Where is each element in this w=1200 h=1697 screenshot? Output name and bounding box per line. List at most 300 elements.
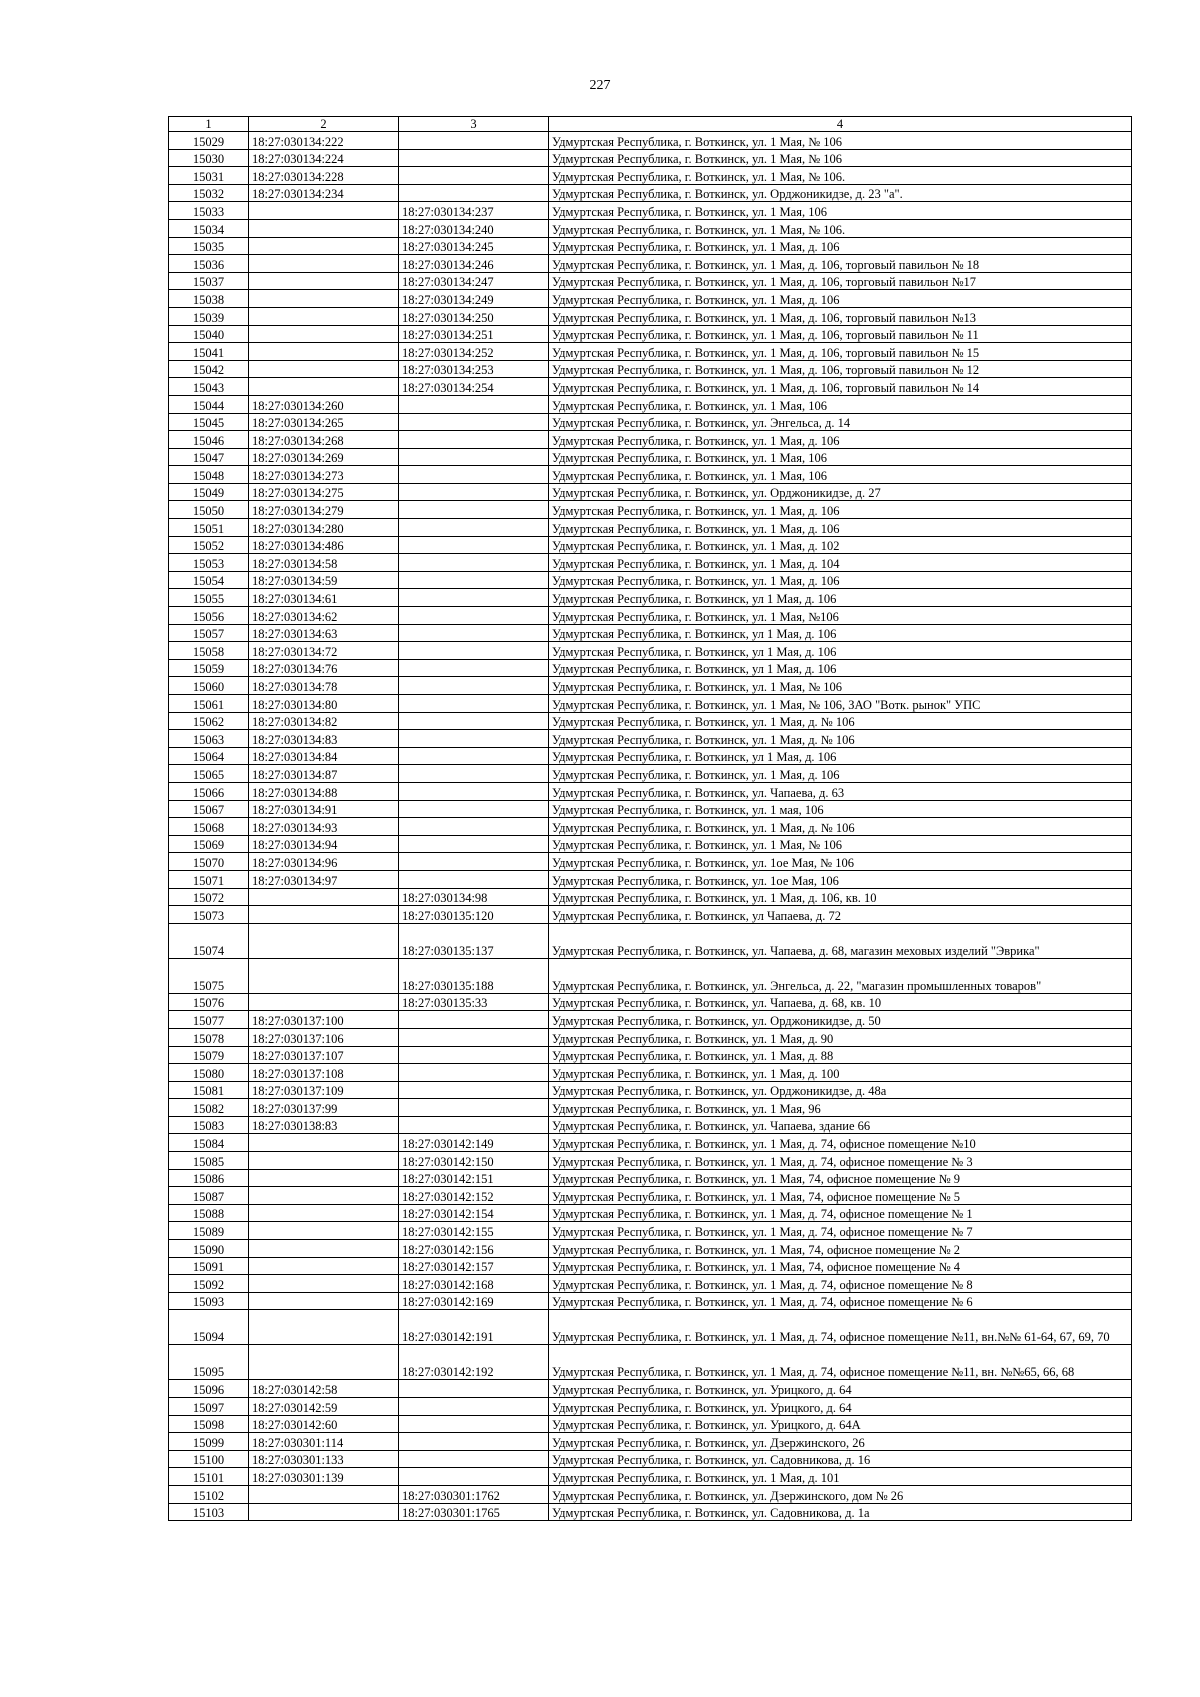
cadastral-number-col2 <box>249 1292 399 1310</box>
table-row <box>169 378 1132 396</box>
address-cell: Удмуртская Республика, г. Воткинск, ул. 1 Мая, д. 74, офисное помещение № 8 <box>549 1275 1132 1293</box>
cadastral-number-col3 <box>399 149 549 167</box>
cadastral-number-col3 <box>399 1380 549 1398</box>
table-row <box>169 1415 1132 1433</box>
cadastral-number-col3 <box>399 659 549 677</box>
page-number: 227 <box>589 78 611 93</box>
address-cell: Удмуртская Республика, г. Воткинск, ул. 1 Мая, д. 106 <box>549 501 1132 519</box>
row-number: 15043 <box>169 378 249 396</box>
cadastral-number-col2: 18:27:030134:273 <box>249 466 399 484</box>
table-row <box>169 695 1132 713</box>
cadastral-number-col2 <box>249 1485 399 1503</box>
address-cell: Удмуртская Республика, г. Воткинск, ул. 1 Мая, д. 106 <box>549 431 1132 449</box>
table-row <box>169 1134 1132 1152</box>
cadastral-number-col2: 18:27:030134:486 <box>249 536 399 554</box>
address-cell: Удмуртская Республика, г. Воткинск, ул. 1 Мая, № 106 <box>549 677 1132 695</box>
cadastral-number-col3: 18:27:030142:149 <box>399 1134 549 1152</box>
cadastral-number-col2 <box>249 1187 399 1205</box>
table-row <box>169 853 1132 871</box>
cadastral-number-col3: 18:27:030142:155 <box>399 1222 549 1240</box>
table-row <box>169 1046 1132 1064</box>
cadastral-number-col3 <box>399 800 549 818</box>
address-cell: Удмуртская Республика, г. Воткинск, ул. 1ое Мая, 106 <box>549 870 1132 888</box>
cadastral-number-col3 <box>399 1064 549 1082</box>
cadastral-number-col2 <box>249 1134 399 1152</box>
cadastral-number-col3 <box>399 1028 549 1046</box>
table-row <box>169 1064 1132 1082</box>
table-row <box>169 325 1132 343</box>
address-cell: Удмуртская Республика, г. Воткинск, ул. 1 Мая, 106 <box>549 395 1132 413</box>
cadastral-number-col3 <box>399 782 549 800</box>
cadastral-number-col3 <box>399 589 549 607</box>
cadastral-number-col2 <box>249 237 399 255</box>
table-row <box>169 1310 1132 1345</box>
table-row <box>169 1187 1132 1205</box>
address-cell: Удмуртская Республика, г. Воткинск, ул. 1 Мая, 106 <box>549 448 1132 466</box>
row-number: 15033 <box>169 202 249 220</box>
table-row <box>169 1169 1132 1187</box>
cadastral-number-col3: 18:27:030134:254 <box>399 378 549 396</box>
address-cell: Удмуртская Республика, г. Воткинск, ул. 1 Мая, д. 106, торговый павильон №17 <box>549 272 1132 290</box>
table-row <box>169 466 1132 484</box>
table-row <box>169 1292 1132 1310</box>
row-number: 15056 <box>169 607 249 625</box>
cadastral-number-col3: 18:27:030142:150 <box>399 1152 549 1170</box>
address-cell: Удмуртская Республика, г. Воткинск, ул. 1 Мая, д. 74, офисное помещение № 6 <box>549 1292 1132 1310</box>
cadastral-number-col3: 18:27:030142:191 <box>399 1310 549 1345</box>
cadastral-number-col2 <box>249 343 399 361</box>
address-cell: Удмуртская Республика, г. Воткинск, ул. 1 Мая, д. 74, офисное помещение №10 <box>549 1134 1132 1152</box>
cadastral-number-col3: 18:27:030134:247 <box>399 272 549 290</box>
row-number: 15102 <box>169 1485 249 1503</box>
cadastral-number-col2: 18:27:030134:93 <box>249 818 399 836</box>
row-number: 15042 <box>169 360 249 378</box>
cadastral-number-col3: 18:27:030134:98 <box>399 888 549 906</box>
cadastral-number-col3 <box>399 870 549 888</box>
table-row <box>169 237 1132 255</box>
row-number: 15031 <box>169 167 249 185</box>
cadastral-number-col2: 18:27:030134:84 <box>249 747 399 765</box>
address-cell: Удмуртская Республика, г. Воткинск, ул. 1 Мая, № 106 <box>549 132 1132 150</box>
cadastral-number-col2 <box>249 1275 399 1293</box>
row-number: 15058 <box>169 642 249 660</box>
cadastral-number-col3: 18:27:030142:157 <box>399 1257 549 1275</box>
row-number: 15035 <box>169 237 249 255</box>
row-number: 15075 <box>169 958 249 993</box>
cadastral-number-col2 <box>249 255 399 273</box>
address-cell: Удмуртская Республика, г. Воткинск, ул. Энгельса, д. 22, "магазин промышленных товаров" <box>549 958 1132 993</box>
address-cell: Удмуртская Республика, г. Воткинск, ул. 1 Мая, д. 102 <box>549 536 1132 554</box>
cadastral-number-col3: 18:27:030134:250 <box>399 307 549 325</box>
cadastral-number-col2 <box>249 325 399 343</box>
header-row <box>169 117 1132 132</box>
cadastral-number-col3 <box>399 1011 549 1029</box>
cadastral-number-col3 <box>399 1433 549 1451</box>
column-header-3: 3 <box>399 117 549 132</box>
row-number: 15071 <box>169 870 249 888</box>
cadastral-number-col3: 18:27:030142:192 <box>399 1345 549 1380</box>
table-row <box>169 272 1132 290</box>
cadastral-number-col2: 18:27:030134:96 <box>249 853 399 871</box>
row-number: 15032 <box>169 184 249 202</box>
cadastral-number-col3: 18:27:030301:1762 <box>399 1485 549 1503</box>
cadastral-number-col2: 18:27:030134:280 <box>249 519 399 537</box>
address-cell: Удмуртская Республика, г. Воткинск, ул. 1 Мая, д. 104 <box>549 554 1132 572</box>
table-row <box>169 255 1132 273</box>
address-cell: Удмуртская Республика, г. Воткинск, ул 1 Мая, д. 106 <box>549 747 1132 765</box>
address-cell: Удмуртская Республика, г. Воткинск, ул. Энгельса, д. 14 <box>549 413 1132 431</box>
row-number: 15060 <box>169 677 249 695</box>
table-row <box>169 307 1132 325</box>
cadastral-number-col2: 18:27:030134:61 <box>249 589 399 607</box>
cadastral-number-col3: 18:27:030135:188 <box>399 958 549 993</box>
address-cell: Удмуртская Республика, г. Воткинск, ул. Урицкого, д. 64А <box>549 1415 1132 1433</box>
row-number: 15091 <box>169 1257 249 1275</box>
cadastral-number-col2: 18:27:030137:99 <box>249 1099 399 1117</box>
cadastral-number-col2 <box>249 307 399 325</box>
cadastral-number-col2: 18:27:030134:82 <box>249 712 399 730</box>
address-cell: Удмуртская Республика, г. Воткинск, ул. Орджоникидзе, д. 48а <box>549 1081 1132 1099</box>
cadastral-number-col3 <box>399 1398 549 1416</box>
cadastral-number-col3 <box>399 818 549 836</box>
cadastral-number-col2 <box>249 993 399 1011</box>
cadastral-number-col3 <box>399 571 549 589</box>
cadastral-number-col3: 18:27:030142:154 <box>399 1204 549 1222</box>
row-number: 15047 <box>169 448 249 466</box>
cadastral-number-col2: 18:27:030134:275 <box>249 483 399 501</box>
row-number: 15079 <box>169 1046 249 1064</box>
cadastral-number-col2: 18:27:030142:59 <box>249 1398 399 1416</box>
cadastral-number-col2 <box>249 1222 399 1240</box>
row-number: 15097 <box>169 1398 249 1416</box>
cadastral-number-col3: 18:27:030134:249 <box>399 290 549 308</box>
cadastral-number-col3 <box>399 712 549 730</box>
cadastral-number-col2: 18:27:030134:265 <box>249 413 399 431</box>
row-number: 15065 <box>169 765 249 783</box>
cadastral-number-col3 <box>399 132 549 150</box>
row-number: 15070 <box>169 853 249 871</box>
table-row <box>169 607 1132 625</box>
row-number: 15040 <box>169 325 249 343</box>
cadastral-number-col3 <box>399 607 549 625</box>
row-number: 15067 <box>169 800 249 818</box>
cadastral-number-col3: 18:27:030135:33 <box>399 993 549 1011</box>
row-number: 15088 <box>169 1204 249 1222</box>
column-header-4: 4 <box>549 117 1132 132</box>
cadastral-number-col2: 18:27:030134:72 <box>249 642 399 660</box>
table-header <box>169 117 1132 132</box>
cadastral-number-col3 <box>399 1116 549 1134</box>
address-cell: Удмуртская Республика, г. Воткинск, ул 1 Мая, д. 106 <box>549 589 1132 607</box>
table-row <box>169 818 1132 836</box>
cadastral-number-col2 <box>249 1169 399 1187</box>
cadastral-number-col2: 18:27:030137:107 <box>249 1046 399 1064</box>
registry-table <box>168 116 1132 1521</box>
row-number: 15082 <box>169 1099 249 1117</box>
address-cell: Удмуртская Республика, г. Воткинск, ул. 1 Мая, 74, офисное помещение № 4 <box>549 1257 1132 1275</box>
address-cell: Удмуртская Республика, г. Воткинск, ул. 1 Мая, д. 106, торговый павильон № 14 <box>549 378 1132 396</box>
row-number: 15066 <box>169 782 249 800</box>
table-row <box>169 536 1132 554</box>
cadastral-number-col3 <box>399 624 549 642</box>
cadastral-number-col3 <box>399 642 549 660</box>
cadastral-number-col2: 18:27:030137:106 <box>249 1028 399 1046</box>
address-cell: Удмуртская Республика, г. Воткинск, ул. Садовникова, д. 1а <box>549 1503 1132 1521</box>
cadastral-number-col3: 18:27:030142:168 <box>399 1275 549 1293</box>
table-row <box>169 448 1132 466</box>
cadastral-number-col2 <box>249 378 399 396</box>
row-number: 15098 <box>169 1415 249 1433</box>
address-cell: Удмуртская Республика, г. Воткинск, ул. Урицкого, д. 64 <box>549 1398 1132 1416</box>
cadastral-number-col3 <box>399 1099 549 1117</box>
cadastral-number-col2: 18:27:030134:58 <box>249 554 399 572</box>
cadastral-number-col2: 18:27:030134:97 <box>249 870 399 888</box>
address-cell: Удмуртская Республика, г. Воткинск, ул 1 Мая, д. 106 <box>549 659 1132 677</box>
cadastral-number-col2: 18:27:030142:60 <box>249 1415 399 1433</box>
table-row <box>169 1503 1132 1521</box>
table-row <box>169 1450 1132 1468</box>
row-number: 15068 <box>169 818 249 836</box>
table-row <box>169 782 1132 800</box>
row-number: 15101 <box>169 1468 249 1486</box>
cadastral-number-col2: 18:27:030134:269 <box>249 448 399 466</box>
table-row <box>169 149 1132 167</box>
table-row <box>169 1028 1132 1046</box>
cadastral-number-col2: 18:27:030134:228 <box>249 167 399 185</box>
address-cell: Удмуртская Республика, г. Воткинск, ул. 1 Мая, д. 106, торговый павильон № 11 <box>549 325 1132 343</box>
cadastral-number-col2: 18:27:030134:234 <box>249 184 399 202</box>
cadastral-number-col3: 18:27:030135:120 <box>399 906 549 924</box>
table-row <box>169 800 1132 818</box>
cadastral-number-col2 <box>249 290 399 308</box>
row-number: 15086 <box>169 1169 249 1187</box>
row-number: 15096 <box>169 1380 249 1398</box>
row-number: 15049 <box>169 483 249 501</box>
address-cell: Удмуртская Республика, г. Воткинск, ул. Орджоникидзе, д. 23 "а". <box>549 184 1132 202</box>
row-number: 15093 <box>169 1292 249 1310</box>
cadastral-number-col2 <box>249 1240 399 1258</box>
row-number: 15077 <box>169 1011 249 1029</box>
cadastral-number-col2: 18:27:030301:139 <box>249 1468 399 1486</box>
table-row <box>169 958 1132 993</box>
address-cell: Удмуртская Республика, г. Воткинск, ул. 1 Мая, 106 <box>549 202 1132 220</box>
address-cell: Удмуртская Республика, г. Воткинск, ул. 1 Мая, д. 88 <box>549 1046 1132 1064</box>
cadastral-number-col3: 18:27:030134:252 <box>399 343 549 361</box>
row-number: 15078 <box>169 1028 249 1046</box>
row-number: 15103 <box>169 1503 249 1521</box>
row-number: 15063 <box>169 730 249 748</box>
table-row <box>169 835 1132 853</box>
table-row <box>169 1204 1132 1222</box>
address-cell: Удмуртская Республика, г. Воткинск, ул. 1 Мая, д. 106 <box>549 765 1132 783</box>
table-row <box>169 483 1132 501</box>
table-row <box>169 1240 1132 1258</box>
cadastral-number-col3 <box>399 1081 549 1099</box>
row-number: 15054 <box>169 571 249 589</box>
table-row <box>169 501 1132 519</box>
cadastral-number-col2 <box>249 923 399 958</box>
cadastral-number-col2: 18:27:030134:88 <box>249 782 399 800</box>
table-row <box>169 888 1132 906</box>
table-row <box>169 554 1132 572</box>
address-cell: Удмуртская Республика, г. Воткинск, ул. 1 Мая, 74, офисное помещение № 5 <box>549 1187 1132 1205</box>
row-number: 15081 <box>169 1081 249 1099</box>
cadastral-number-col3: 18:27:030134:237 <box>399 202 549 220</box>
row-number: 15100 <box>169 1450 249 1468</box>
table-row <box>169 677 1132 695</box>
cadastral-number-col2: 18:27:030134:222 <box>249 132 399 150</box>
cadastral-number-col2 <box>249 906 399 924</box>
row-number: 15069 <box>169 835 249 853</box>
address-cell: Удмуртская Республика, г. Воткинск, ул. 1 Мая, д. 74, офисное помещение № 1 <box>549 1204 1132 1222</box>
row-number: 15092 <box>169 1275 249 1293</box>
address-cell: Удмуртская Республика, г. Воткинск, ул. 1 Мая, д. 106 <box>549 519 1132 537</box>
address-cell: Удмуртская Республика, г. Воткинск, ул. 1ое Мая, № 106 <box>549 853 1132 871</box>
table-row <box>169 1099 1132 1117</box>
cadastral-number-col2 <box>249 219 399 237</box>
row-number: 15050 <box>169 501 249 519</box>
address-cell: Удмуртская Республика, г. Воткинск, ул. Чапаева, д. 68, магазин меховых изделий "Эврика" <box>549 923 1132 958</box>
table-row <box>169 202 1132 220</box>
cadastral-number-col2 <box>249 958 399 993</box>
cadastral-number-col3: 18:27:030134:246 <box>399 255 549 273</box>
column-header-2: 2 <box>249 117 399 132</box>
address-cell: Удмуртская Республика, г. Воткинск, ул. 1 Мая, № 106, ЗАО "Вотк. рынок" УПС <box>549 695 1132 713</box>
address-cell: Удмуртская Республика, г. Воткинск, ул. 1 Мая, д. 106 <box>549 571 1132 589</box>
row-number: 15051 <box>169 519 249 537</box>
table-row <box>169 923 1132 958</box>
row-number: 15073 <box>169 906 249 924</box>
address-cell: Удмуртская Республика, г. Воткинск, ул. 1 Мая, №106 <box>549 607 1132 625</box>
row-number: 15044 <box>169 395 249 413</box>
table-row <box>169 1468 1132 1486</box>
cadastral-number-col3: 18:27:030142:156 <box>399 1240 549 1258</box>
row-number: 15083 <box>169 1116 249 1134</box>
cadastral-number-col2: 18:27:030137:108 <box>249 1064 399 1082</box>
address-cell: Удмуртская Республика, г. Воткинск, ул. 1 Мая, № 106. <box>549 219 1132 237</box>
cadastral-number-col3: 18:27:030134:240 <box>399 219 549 237</box>
address-cell: Удмуртская Республика, г. Воткинск, ул. Орджоникидзе, д. 27 <box>549 483 1132 501</box>
cadastral-number-col3 <box>399 835 549 853</box>
cadastral-number-col2 <box>249 1310 399 1345</box>
cadastral-number-col2: 18:27:030134:80 <box>249 695 399 713</box>
cadastral-number-col3 <box>399 554 549 572</box>
cadastral-number-col2: 18:27:030134:76 <box>249 659 399 677</box>
row-number: 15094 <box>169 1310 249 1345</box>
row-number: 15084 <box>169 1134 249 1152</box>
table-row <box>169 624 1132 642</box>
row-number: 15048 <box>169 466 249 484</box>
cadastral-number-col3: 18:27:030134:251 <box>399 325 549 343</box>
cadastral-number-col2 <box>249 202 399 220</box>
cadastral-number-col3 <box>399 501 549 519</box>
address-cell: Удмуртская Республика, г. Воткинск, ул. Чапаева, здание 66 <box>549 1116 1132 1134</box>
cadastral-number-col3 <box>399 184 549 202</box>
cadastral-number-col2 <box>249 272 399 290</box>
row-number: 15085 <box>169 1152 249 1170</box>
cadastral-number-col3: 18:27:030142:151 <box>399 1169 549 1187</box>
table-row <box>169 519 1132 537</box>
table-row <box>169 167 1132 185</box>
address-cell: Удмуртская Республика, г. Воткинск, ул. Садовникова, д. 16 <box>549 1450 1132 1468</box>
row-number: 15041 <box>169 343 249 361</box>
table-row <box>169 747 1132 765</box>
cadastral-number-col2: 18:27:030134:78 <box>249 677 399 695</box>
cadastral-number-col3: 18:27:030301:1765 <box>399 1503 549 1521</box>
table-row <box>169 1380 1132 1398</box>
cadastral-number-col3: 18:27:030134:245 <box>399 237 549 255</box>
address-cell: Удмуртская Республика, г. Воткинск, ул. Дзержинского, дом № 26 <box>549 1485 1132 1503</box>
address-cell: Удмуртская Республика, г. Воткинск, ул. 1 Мая, д. № 106 <box>549 818 1132 836</box>
address-cell: Удмуртская Республика, г. Воткинск, ул. 1 Мая, № 106 <box>549 835 1132 853</box>
cadastral-number-col2: 18:27:030134:94 <box>249 835 399 853</box>
cadastral-number-col3 <box>399 730 549 748</box>
address-cell: Удмуртская Республика, г. Воткинск, ул. 1 Мая, д. 106, кв. 10 <box>549 888 1132 906</box>
table-row <box>169 1152 1132 1170</box>
table-row <box>169 1116 1132 1134</box>
address-cell: Удмуртская Республика, г. Воткинск, ул. 1 Мая, д. 106, торговый павильон № 18 <box>549 255 1132 273</box>
row-number: 15037 <box>169 272 249 290</box>
row-number: 15076 <box>169 993 249 1011</box>
table-row <box>169 184 1132 202</box>
address-cell: Удмуртская Республика, г. Воткинск, ул Чапаева, д. 72 <box>549 906 1132 924</box>
cadastral-number-col2: 18:27:030134:260 <box>249 395 399 413</box>
cadastral-number-col2: 18:27:030134:87 <box>249 765 399 783</box>
address-cell: Удмуртская Республика, г. Воткинск, ул. 1 Мая, д. 74, офисное помещение №11, вн.№№ 61-64, 67, 69, 70 <box>549 1310 1132 1345</box>
table-row <box>169 571 1132 589</box>
table-row <box>169 1345 1132 1380</box>
address-cell: Удмуртская Республика, г. Воткинск, ул. 1 Мая, 96 <box>549 1099 1132 1117</box>
cadastral-number-col2: 18:27:030134:279 <box>249 501 399 519</box>
row-number: 15057 <box>169 624 249 642</box>
row-number: 15080 <box>169 1064 249 1082</box>
cadastral-number-col2: 18:27:030301:133 <box>249 1450 399 1468</box>
cadastral-number-col2 <box>249 1204 399 1222</box>
table-row <box>169 1081 1132 1099</box>
table-row <box>169 589 1132 607</box>
row-number: 15052 <box>169 536 249 554</box>
address-cell: Удмуртская Республика, г. Воткинск, ул. 1 Мая, д. 100 <box>549 1064 1132 1082</box>
table-row <box>169 765 1132 783</box>
address-cell: Удмуртская Республика, г. Воткинск, ул. Чапаева, д. 63 <box>549 782 1132 800</box>
table-row <box>169 712 1132 730</box>
address-cell: Удмуртская Республика, г. Воткинск, ул. 1 Мая, д. 101 <box>549 1468 1132 1486</box>
row-number: 15074 <box>169 923 249 958</box>
address-cell: Удмуртская Республика, г. Воткинск, ул 1 Мая, д. 106 <box>549 642 1132 660</box>
cadastral-number-col2 <box>249 1503 399 1521</box>
cadastral-number-col2: 18:27:030142:58 <box>249 1380 399 1398</box>
table-row <box>169 132 1132 150</box>
address-cell: Удмуртская Республика, г. Воткинск, ул. 1 Мая, д. 106, торговый павильон № 12 <box>549 360 1132 378</box>
cadastral-number-col3 <box>399 395 549 413</box>
cadastral-number-col3 <box>399 483 549 501</box>
row-number: 15095 <box>169 1345 249 1380</box>
address-cell: Удмуртская Республика, г. Воткинск, ул. 1 Мая, 106 <box>549 466 1132 484</box>
row-number: 15059 <box>169 659 249 677</box>
address-cell: Удмуртская Республика, г. Воткинск, ул. 1 Мая, д. 106 <box>549 290 1132 308</box>
cadastral-number-col3 <box>399 1415 549 1433</box>
table-row <box>169 395 1132 413</box>
cadastral-number-col3 <box>399 765 549 783</box>
table-row <box>169 343 1132 361</box>
cadastral-number-col2: 18:27:030134:91 <box>249 800 399 818</box>
row-number: 15029 <box>169 132 249 150</box>
row-number: 15039 <box>169 307 249 325</box>
cadastral-number-col3 <box>399 695 549 713</box>
cadastral-number-col2 <box>249 888 399 906</box>
table-row <box>169 1275 1132 1293</box>
row-number: 15055 <box>169 589 249 607</box>
